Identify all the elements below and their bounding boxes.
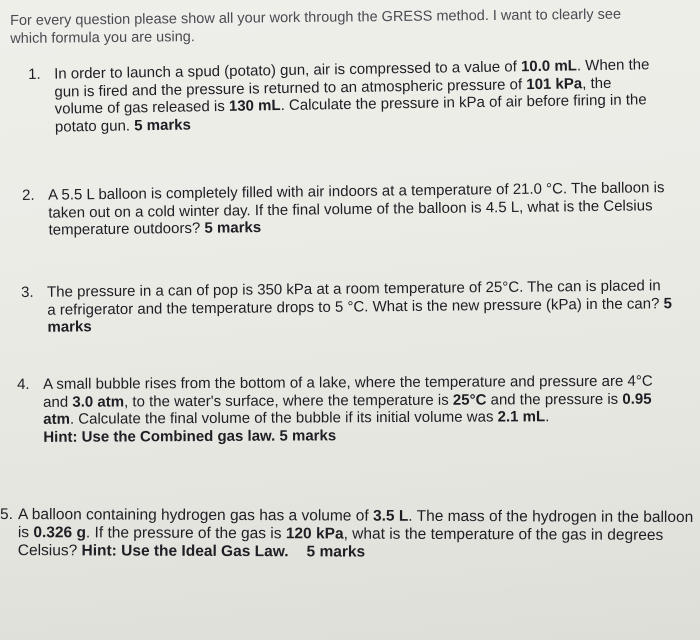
question-number: 4. xyxy=(17,375,30,393)
given-value: 2.1 mL xyxy=(497,408,546,426)
question-number: 3. xyxy=(21,283,34,301)
question-text xyxy=(43,373,681,446)
text-segment: . If the pressure of the gas is xyxy=(85,524,286,543)
marks-label: 5 marks xyxy=(47,294,672,336)
instructions-line-1: For every question please show all your work through the GRESS method. I want to clearly see xyxy=(10,6,622,29)
text-segment: , to the water's surface, where the temperature is xyxy=(123,391,453,410)
marks-label: 5 marks xyxy=(134,115,192,134)
question-1 xyxy=(28,56,663,136)
given-value: 0.326 g xyxy=(33,524,86,542)
question-5 xyxy=(0,506,700,563)
marks-label: 5 marks xyxy=(306,543,366,561)
question-3 xyxy=(21,277,674,336)
text-segment: In order to launch a spud (potato) gun, air is compressed to a value of xyxy=(53,58,522,83)
instructions xyxy=(10,5,670,48)
question-4 xyxy=(17,373,681,446)
question-text xyxy=(48,179,669,239)
instructions-line-2: which formula you are using. xyxy=(10,29,195,47)
text-segment: A balloon containing hydrogen gas has a volume of xyxy=(17,506,374,525)
given-value: 0.95 atm xyxy=(43,390,652,428)
marks-label: 5 marks xyxy=(204,219,262,237)
text-segment: The pressure in a can of pop is 350 kPa at a room temperature of 25°C. The can is placed in a refrigerator and the temperature drops to 5 °C. What is the new pressure (kPa) in the can? xyxy=(46,277,664,319)
question-text xyxy=(47,277,674,336)
text-segment: , what is the temperature of the gas in degrees Celsius? xyxy=(17,525,664,560)
text-segment: . Calculate the final volume of the bubble if its initial volume was xyxy=(69,408,498,428)
question-number: 2. xyxy=(22,186,35,204)
question-number: 5. xyxy=(0,506,13,524)
hint-text: Hint: Use the Ideal Gas Law. xyxy=(81,542,289,561)
given-value: 3.0 atm xyxy=(72,392,125,411)
text-segment: . The mass of the hydrogen in the balloon is xyxy=(17,507,694,542)
given-value: 120 kPa xyxy=(285,525,344,543)
given-value: 25°C xyxy=(452,391,487,409)
question-text xyxy=(54,56,663,136)
question-number: 1. xyxy=(28,65,41,83)
text-segment: and the pressure is xyxy=(486,390,623,409)
given-value: 101 kPa xyxy=(526,74,583,93)
text-segment: , the volume of gas released is xyxy=(54,74,612,118)
text-segment: A small bubble rises from the bottom of a lake, where the temperature and pressure are 4°C and xyxy=(42,372,653,411)
question-text xyxy=(18,506,700,563)
text-segment: A 5.5 L balloon is completely filled with air indoors at a temperature of 21.0 °C. The balloon is taken out on a cold winter day. If the final volume of the balloon is 4.5 L, what is the Celsius temperature outdoors? xyxy=(47,179,665,239)
text-segment: . Calculate the pressure in kPa of air before firing in the potato gun. xyxy=(54,91,647,136)
given-value: 10.0 mL xyxy=(520,57,578,76)
text-segment: . xyxy=(545,408,550,426)
question-2 xyxy=(22,179,669,239)
text-segment: . When the gun is fired and the pressure is returned to an atmospheric pressure of xyxy=(54,56,650,101)
given-value: 3.5 L xyxy=(372,507,409,525)
given-value: 130 mL xyxy=(228,97,281,115)
hint-text: Hint: Use the Combined gas law. 5 marks xyxy=(43,426,337,446)
